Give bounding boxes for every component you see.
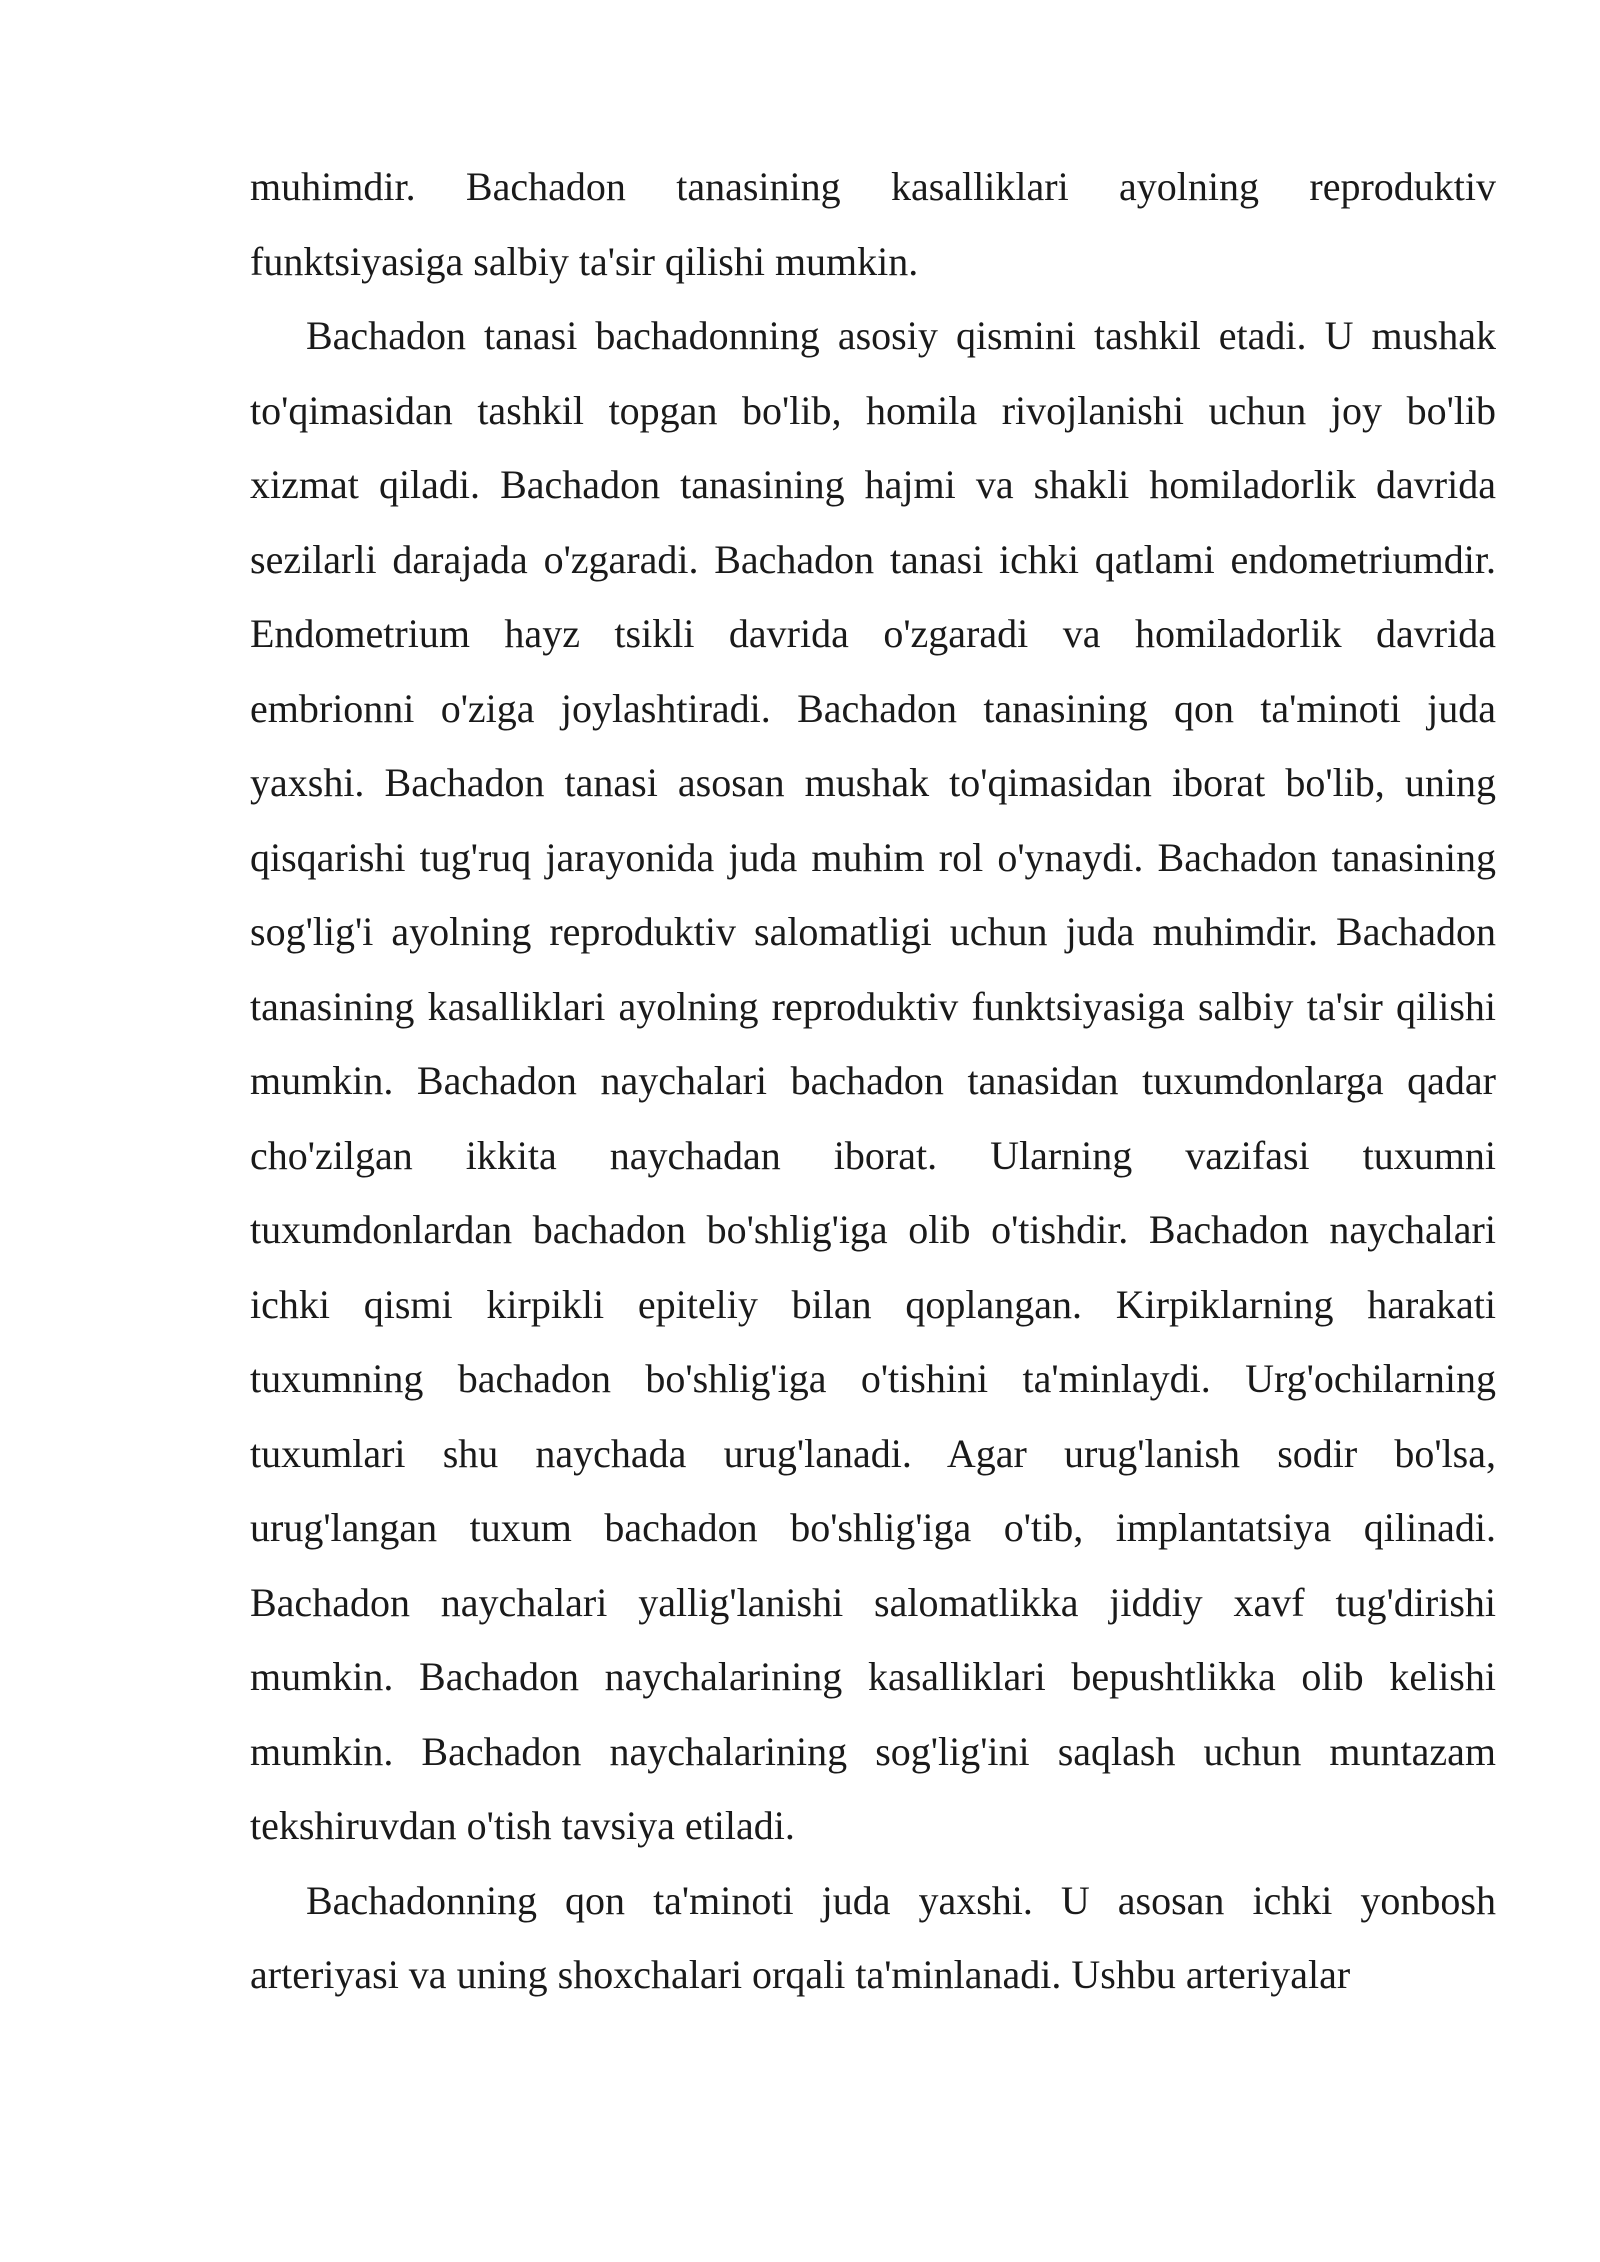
- document-body: [250, 150, 1496, 2013]
- paragraph-3: Bachadonning qon ta'minoti juda yaxshi. U asosan ichki yonbosh arteriyasi va uning shoxchalari orqali ta'minlanadi. Ushbu arteriyalar: [250, 1877, 1496, 1997]
- paragraph-1: muhimdir. Bachadon tanasining kasalliklari ayolning reproduktiv funktsiyasiga salbiy ta'sir qilishi mumkin.: [250, 164, 1496, 284]
- paragraph-2: Bachadon tanasi bachadonning asosiy qismini tashkil etadi. U mushak to'qimasidan tashkil topgan bo'lib, homila rivojlanishi uchun joy bo'lib xizmat qiladi. Bachadon tanasining hajmi va shakli homiladorlik davrida sezilarli darajada o'zgaradi. Bachadon tanasi ichki qatlami endometriumdir. Endometrium hayz tsikli davrida o'zgaradi va homiladorlik davrida embrionni o'ziga joylashtiradi. Bachadon tanasining qon ta'minoti juda yaxshi. Bachadon tanasi asosan mushak to'qimasidan iborat bo'lib, uning qisqarishi tug'ruq jarayonida juda muhim rol o'ynaydi. Bachadon tanasining sog'lig'i ayolning reproduktiv salomatligi uchun juda muhimdir. Bachadon tanasining kasalliklari ayolning reproduktiv funktsiyasiga salbiy ta'sir qilishi mumkin. Bachadon naychalari bachadon tanasidan tuxumdonlarga qadar cho'zilgan ikkita naychadan iborat. Ularning vazifasi tuxumni tuxumdonlardan bachadon bo'shlig'iga olib o'tishdir. Bachadon naychalari ichki qismi kirpikli epiteliy bilan qoplangan. Kirpiklarning harakati tuxumning bachadon bo'shlig'iga o'tishini ta'minlaydi. Urg'ochilarning tuxumlari shu naychada urug'lanadi. Agar urug'lanish sodir bo'lsa, urug'langan tuxum bachadon bo'shlig'iga o'tib, implantatsiya qilinadi. Bachadon naychalari yallig'lanishi salomatlikka jiddiy xavf tug'dirishi mumkin. Bachadon naychalarining kasalliklari bepushtlikka olib kelishi mumkin. Bachadon naychalarining sog'lig'ini saqlash uchun muntazam tekshiruvdan o'tish tavsiya etiladi.: [250, 313, 1496, 1848]
